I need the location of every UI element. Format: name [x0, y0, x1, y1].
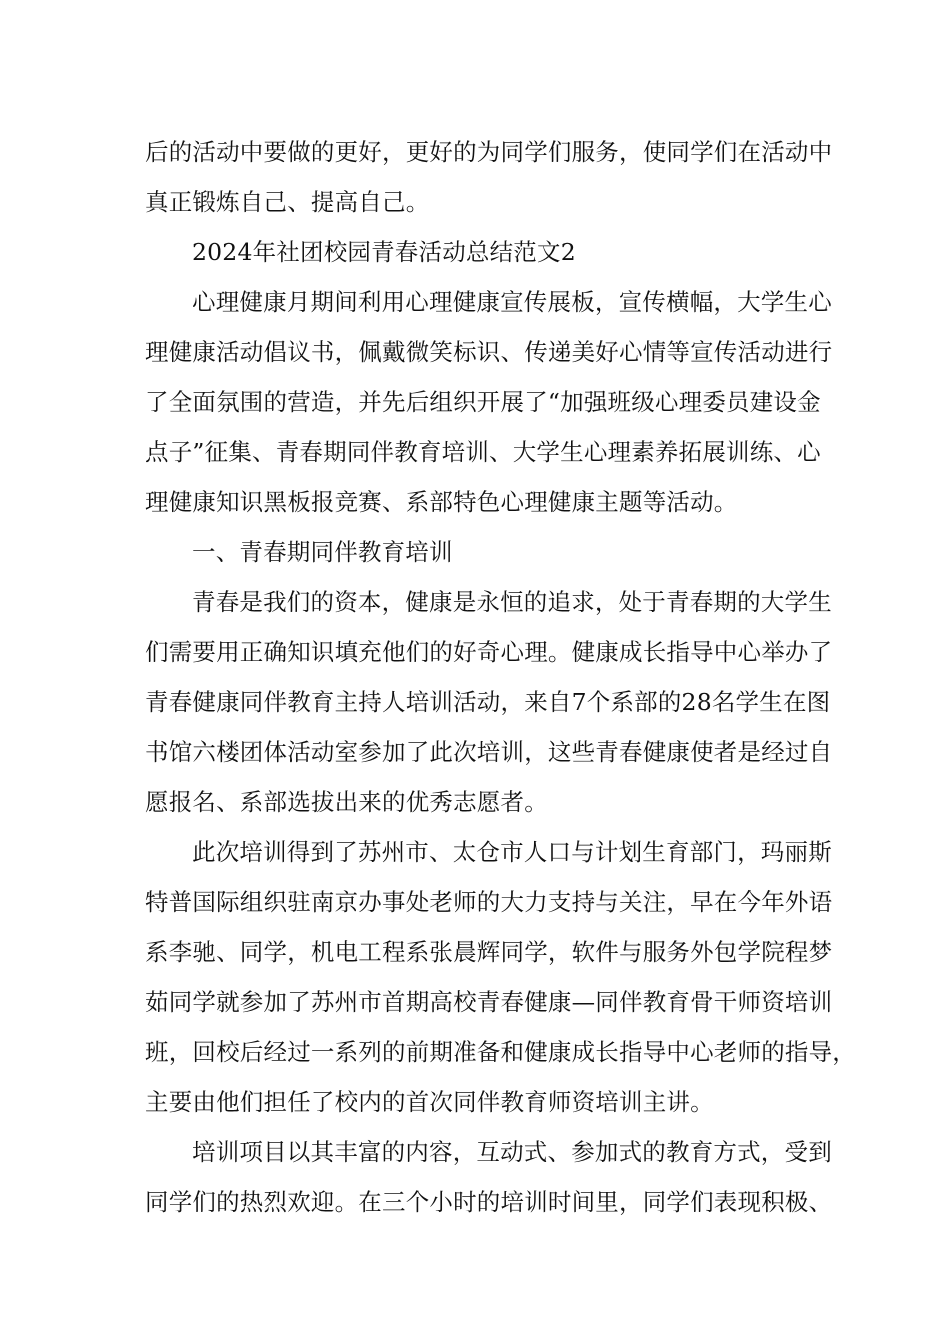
paragraph-line: 理健康活动倡议书，佩戴微笑标识、传递美好心情等宣传活动进行 — [145, 338, 833, 366]
paragraph-line: 特普国际组织驻南京办事处老师的大力支持与关注，早在今年外语 — [145, 888, 833, 916]
section-title: 2024年社团校园青春活动总结范文2 — [192, 238, 576, 266]
paragraph-line: 系李驰、同学，机电工程系张晨辉同学，软件与服务外包学院程梦 — [145, 938, 833, 966]
paragraph-line: 此次培训得到了苏州市、太仓市人口与计划生育部门，玛丽斯 — [192, 838, 832, 866]
paragraph-line: 班，回校后经过一系列的前期准备和健康成长指导中心老师的指导， — [145, 1038, 856, 1066]
paragraph-line: 青春是我们的资本，健康是永恒的追求，处于青春期的大学生 — [192, 588, 832, 616]
paragraph-line: 理健康知识黑板报竞赛、系部特色心理健康主题等活动。 — [145, 488, 738, 516]
paragraph-line: 真正锻炼自己、提高自己。 — [145, 188, 430, 216]
paragraph-line: 书馆六楼团体活动室参加了此次培训，这些青春健康使者是经过自 — [145, 738, 833, 766]
section-heading: 一、青春期同伴教育培训 — [192, 538, 453, 566]
paragraph-line: 主要由他们担任了校内的首次同伴教育师资培训主讲。 — [145, 1088, 714, 1116]
paragraph-line: 心理健康月期间利用心理健康宣传展板，宣传横幅，大学生心 — [192, 288, 832, 316]
paragraph-line: 同学们的热烈欢迎。在三个小时的培训时间里，同学们表现积极、 — [145, 1188, 833, 1216]
paragraph-line: 点子”征集、青春期同伴教育培训、大学生心理素养拓展训练、心 — [145, 438, 821, 466]
paragraph-line: 们需要用正确知识填充他们的好奇心理。健康成长指导中心举办了 — [145, 638, 833, 666]
paragraph-line: 愿报名、系部选拔出来的优秀志愿者。 — [145, 788, 548, 816]
paragraph-line: 茹同学就参加了苏州市首期高校青春健康—同伴教育骨干师资培训 — [145, 988, 833, 1016]
paragraph-line: 后的活动中要做的更好，更好的为同学们服务，使同学们在活动中 — [145, 138, 833, 166]
paragraph-line: 了全面氛围的营造，并先后组织开展了“加强班级心理委员建设金 — [145, 388, 821, 416]
paragraph-line: 青春健康同伴教育主持人培训活动，来自7个系部的28名学生在图 — [145, 688, 831, 716]
paragraph-line: 培训项目以其丰富的内容，互动式、参加式的教育方式，受到 — [192, 1138, 832, 1166]
